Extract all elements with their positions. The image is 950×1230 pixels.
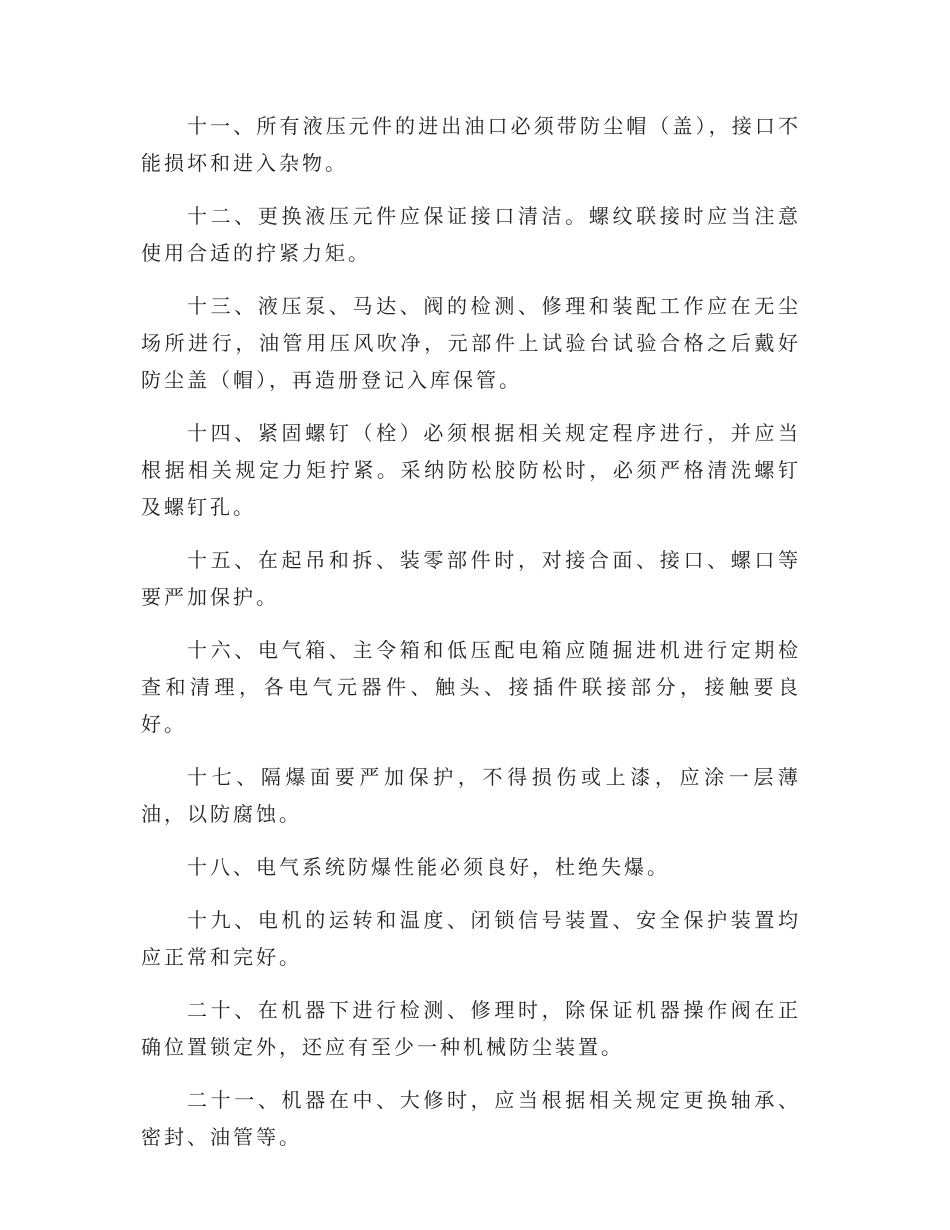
paragraph-item-15: 十五、在起吊和拆、装零部件时，对接合面、接口、螺口等要严加保护。 [141,548,801,609]
paragraph-item-18: 十八、电气系统防爆性能必须良好，杜绝失爆。 [187,855,670,879]
paragraph-item-19: 十九、电机的运转和温度、闭锁信号装置、安全保护装置均应正常和完好。 [141,908,801,969]
paragraph-item-16: 十六、电气箱、主令箱和低压配电箱应随掘进机进行定期检查和清理，各电气元器件、触头、接插件联接部分，接触要良好。 [141,638,801,736]
paragraph-item-13: 十三、液压泵、马达、阀的检测、修理和装配工作应在无尘场所进行，油管用压风吹净，元部件上试验台试验合格之后戴好防尘盖（帽），再造册登记入库保管。 [141,294,801,392]
paragraph-item-20: 二十、在机器下进行检测、修理时，除保证机器操作阀在正确位置锁定外，还应有至少一种机械防尘装置。 [141,998,801,1059]
paragraph-item-11: 十一、所有液压元件的进出油口必须带防尘帽（盖），接口不能损坏和进入杂物。 [141,114,801,175]
paragraph-item-21: 二十一、机器在中、大修时，应当根据相关规定更换轴承、密封、油管等。 [141,1088,801,1149]
paragraph-item-14: 十四、紧固螺钉（栓）必须根据相关规定程序进行，并应当根据相关规定力矩拧紧。采纳防松胶防松时，必须严格清洗螺钉及螺钉孔。 [141,421,801,519]
paragraph-item-12: 十二、更换液压元件应保证接口清洁。螺纹联接时应当注意使用合适的拧紧力矩。 [141,204,801,265]
paragraph-item-17: 十七、隔爆面要严加保护，不得损伤或上漆，应涂一层薄油，以防腐蚀。 [141,765,801,826]
document-body [141,108,801,1172]
